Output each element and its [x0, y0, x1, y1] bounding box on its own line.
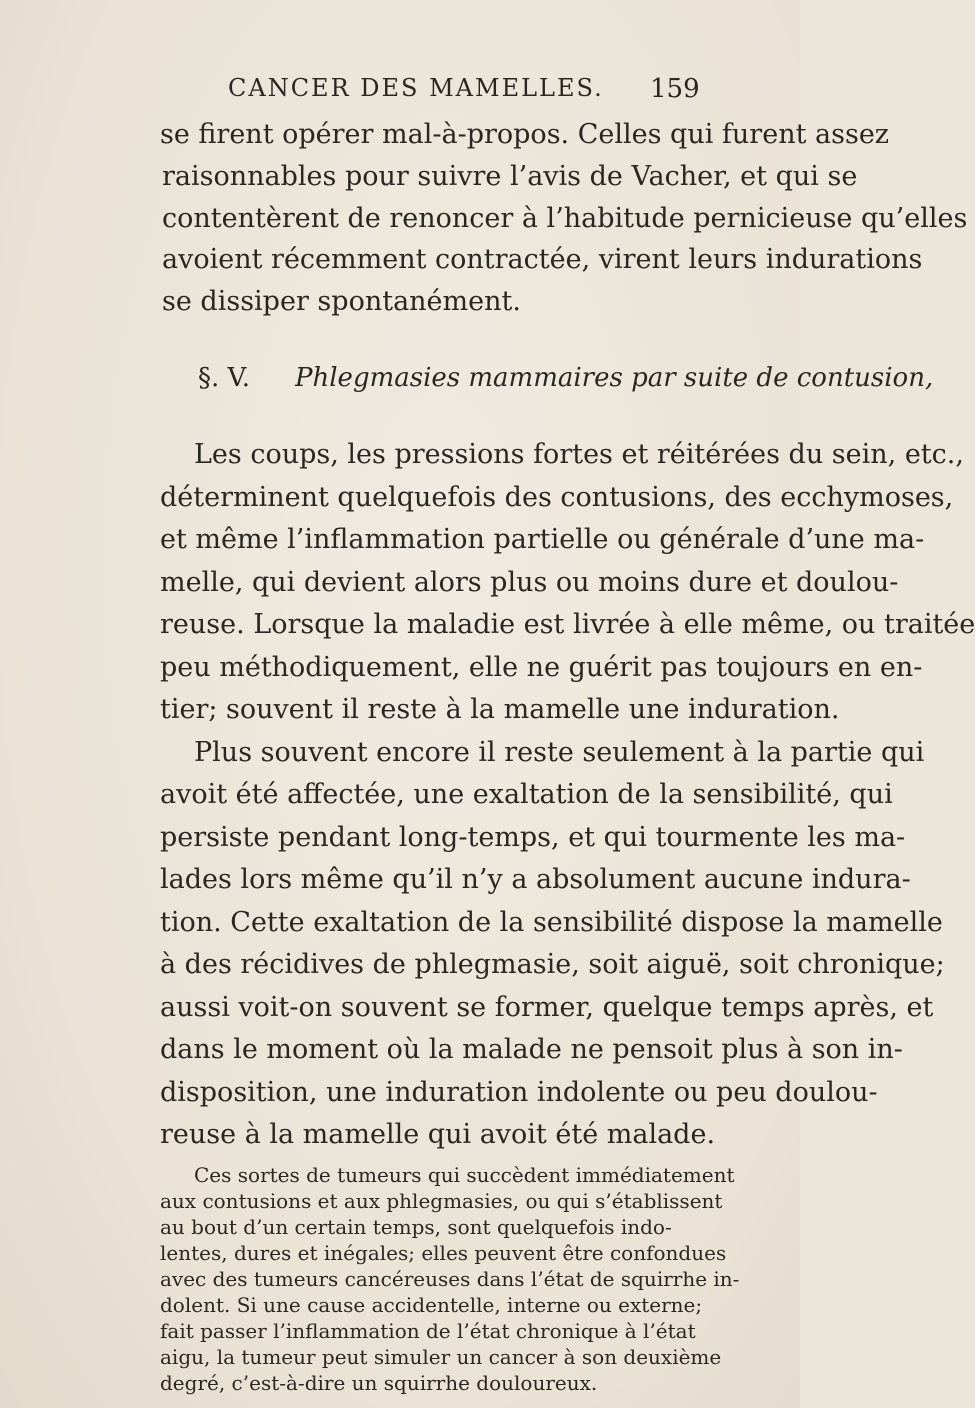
- section-title: Phlegmasies mammaires par suite de contusion,: [295, 363, 934, 393]
- text-line-content: avoient récemment contractée, virent leurs indurations: [162, 244, 923, 275]
- text-line-content: disposition, une induration indolente ou peu doulou-: [160, 1077, 878, 1108]
- text-line-content: dolent. Si une cause accidentelle, interne ou externe;: [160, 1293, 703, 1317]
- text-line-content: Ces sortes de tumeurs qui succèdent immédiatement: [194, 1163, 735, 1187]
- text-line-content: fait passer l’inflammation de l’état chronique à l’état: [160, 1319, 696, 1343]
- text-line-content: tier; souvent il reste à la mamelle une induration.: [160, 694, 840, 725]
- text-line-content: tion. Cette exaltation de la sensibilité dispose la mamelle: [160, 907, 943, 938]
- text-line-content: lentes, dures et inégales; elles peuvent être confondues: [160, 1241, 727, 1265]
- page-header: [0, 74, 800, 108]
- text-line-content: degré, c’est-à-dire un squirrhe douloureux.: [160, 1371, 598, 1395]
- text-line-content: peu méthodiquement, elle ne guérit pas toujours en en-: [160, 652, 923, 683]
- text-line-content: aigu, la tumeur peut simuler un cancer à son deuxième: [160, 1345, 722, 1369]
- text-line-content: aussi voit-on souvent se former, quelque temps après, et: [160, 992, 934, 1023]
- text-line-content: Les coups, les pressions fortes et réitérées du sein, etc.,: [194, 439, 964, 470]
- text-line-content: contentèrent de renoncer à l’habitude pernicieuse qu’elles: [162, 203, 968, 234]
- text-line-content: reuse à la mamelle qui avoit été malade.: [160, 1119, 716, 1150]
- text-line-content: se firent opérer mal-à-propos. Celles qui furent assez: [160, 119, 890, 150]
- text-line-content: à des récidives de phlegmasie, soit aiguë, soit chronique;: [160, 949, 945, 980]
- text-line-content: reuse. Lorsque la maladie est livrée à elle même, ou traitée: [160, 609, 975, 640]
- text-line-content: dans le moment où la malade ne pensoit plus à son in-: [160, 1034, 903, 1065]
- text-line-content: déterminent quelquefois des contusions, des ecchymoses,: [160, 482, 954, 513]
- text-line-content: se dissiper spontanément.: [162, 286, 521, 317]
- text-line-content: au bout d’un certain temps, sont quelquefois indo-: [160, 1215, 672, 1239]
- text-line-content: melle, qui devient alors plus ou moins dure et doulou-: [160, 567, 899, 598]
- text-line-content: lades lors même qu’il n’y a absolument aucune indura-: [160, 864, 911, 895]
- text-line-content: Plus souvent encore il reste seulement à la partie qui: [194, 737, 925, 768]
- page-number: 159: [650, 74, 700, 104]
- text-line-content: avoit été affectée, une exaltation de la sensibilité, qui: [160, 779, 893, 810]
- text-line-content: persiste pendant long-temps, et qui tourmente les ma-: [160, 822, 906, 853]
- text-line-content: et même l’inflammation partielle ou générale d’une ma-: [160, 524, 925, 555]
- section-number: §. V.: [198, 363, 251, 393]
- running-title: CANCER DES MAMELLES.: [228, 74, 604, 102]
- text-line-content: aux contusions et aux phlegmasies, ou qui s’établissent: [160, 1189, 723, 1213]
- text-line-content: avec des tumeurs cancéreuses dans l’état de squirrhe in-: [160, 1267, 740, 1291]
- text-line-content: raisonnables pour suivre l’avis de Vacher, et qui se: [162, 161, 858, 192]
